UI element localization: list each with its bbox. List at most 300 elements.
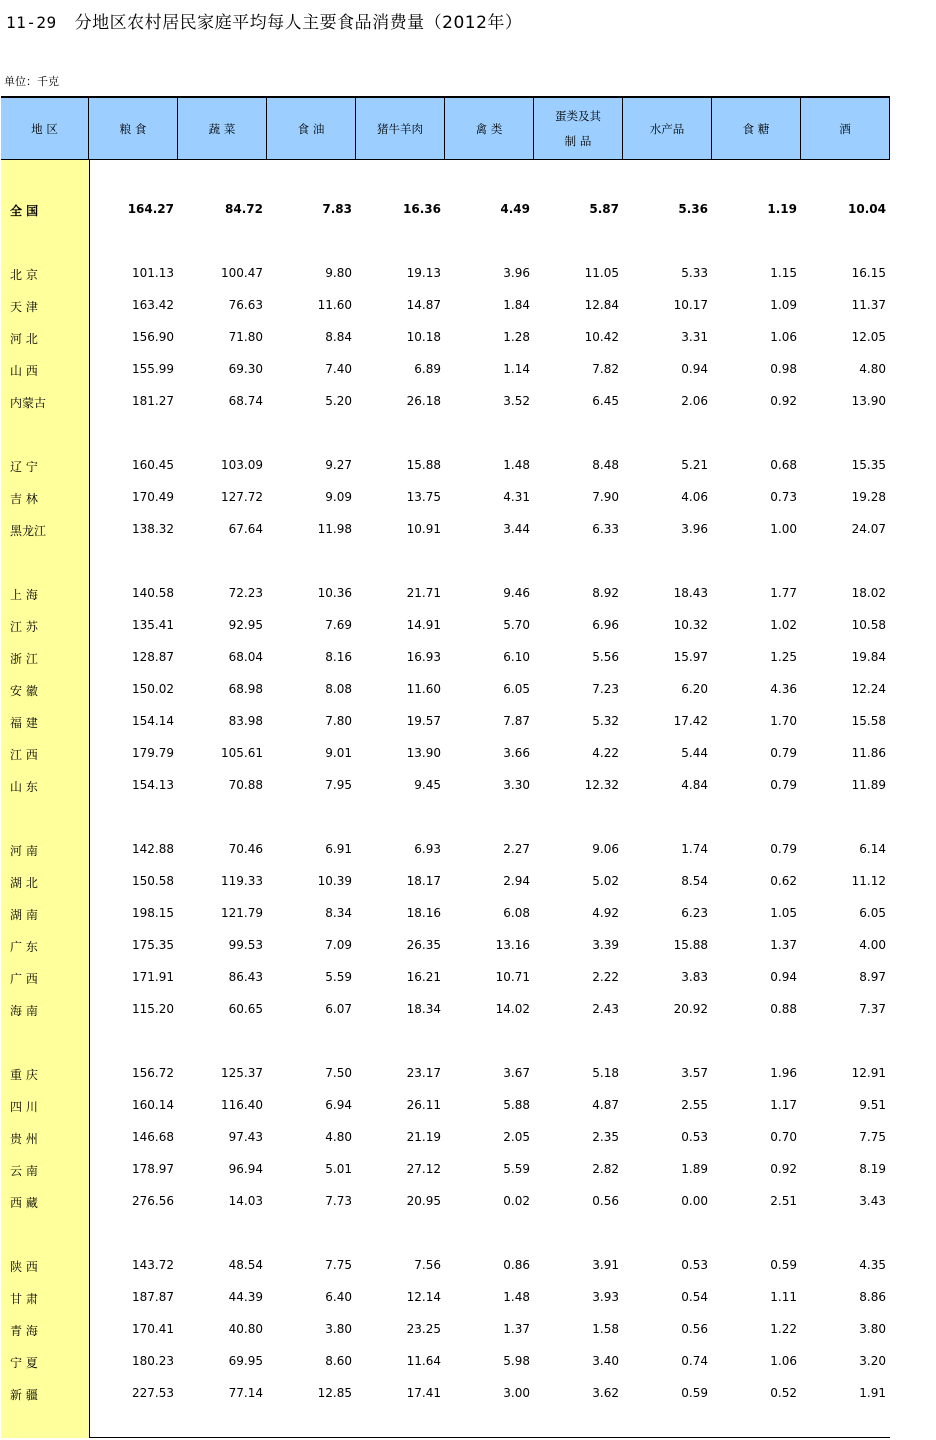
cell-egg: 12.84 — [584, 298, 619, 312]
region-name: 山 西 — [10, 364, 38, 378]
table-row — [0, 1064, 890, 1084]
cell-vegetable: 127.72 — [221, 490, 263, 504]
cell-poultry: 3.66 — [503, 746, 530, 760]
cell-aquatic: 0.94 — [681, 362, 708, 376]
cell-egg: 5.18 — [592, 1066, 619, 1080]
table-row — [0, 968, 890, 988]
region-name: 西 藏 — [10, 1196, 38, 1210]
cell-liquor: 1.91 — [859, 1386, 886, 1400]
cell-sugar: 1.09 — [770, 298, 797, 312]
table-row — [0, 1128, 890, 1148]
cell-liquor: 9.51 — [859, 1098, 886, 1112]
table-row — [0, 680, 890, 700]
header-region: 地 区 — [1, 98, 89, 160]
cell-oil: 6.91 — [325, 842, 352, 856]
cell-sugar: 0.94 — [770, 970, 797, 984]
cell-egg: 2.43 — [592, 1002, 619, 1016]
cell-poultry: 14.02 — [495, 1002, 530, 1016]
cell-grain: 181.27 — [132, 394, 174, 408]
cell-poultry: 6.08 — [503, 906, 530, 920]
cell-oil: 7.69 — [325, 618, 352, 632]
cell-meat: 20.95 — [406, 1194, 441, 1208]
cell-poultry: 0.02 — [503, 1194, 530, 1208]
cell-aquatic: 2.55 — [681, 1098, 708, 1112]
cell-aquatic: 3.83 — [681, 970, 708, 984]
cell-liquor: 3.20 — [859, 1354, 886, 1368]
cell-poultry: 1.28 — [503, 330, 530, 344]
cell-grain: 150.02 — [132, 682, 174, 696]
header-egg: 蛋类及其 制 品 — [534, 98, 623, 160]
cell-sugar: 0.92 — [770, 1162, 797, 1176]
table-title: 分地区农村居民家庭平均每人主要食品消费量（2012年） — [74, 13, 523, 33]
region-name: 山 东 — [10, 780, 38, 794]
cell-egg: 11.05 — [584, 266, 619, 280]
cell-vegetable: 44.39 — [228, 1290, 263, 1304]
cell-aquatic: 5.33 — [681, 266, 708, 280]
cell-sugar: 1.37 — [770, 938, 797, 952]
cell-sugar: 0.79 — [770, 746, 797, 760]
cell-grain: 179.79 — [132, 746, 174, 760]
cell-meat: 16.93 — [406, 650, 441, 664]
cell-oil: 9.27 — [325, 458, 352, 472]
cell-sugar: 1.25 — [770, 650, 797, 664]
cell-egg: 4.87 — [592, 1098, 619, 1112]
cell-liquor: 15.58 — [851, 714, 886, 728]
region-name: 甘 肃 — [10, 1292, 38, 1306]
cell-oil: 7.09 — [325, 938, 352, 952]
cell-liquor: 11.86 — [851, 746, 886, 760]
table-row — [0, 264, 890, 284]
cell-meat: 14.87 — [406, 298, 441, 312]
cell-poultry: 6.10 — [503, 650, 530, 664]
cell-oil: 7.40 — [325, 362, 352, 376]
table-row — [0, 872, 890, 892]
cell-aquatic: 6.20 — [681, 682, 708, 696]
cell-sugar: 0.62 — [770, 874, 797, 888]
region-name: 北 京 — [10, 268, 38, 282]
cell-vegetable: 14.03 — [228, 1194, 263, 1208]
cell-aquatic: 0.00 — [681, 1194, 708, 1208]
cell-oil: 6.07 — [325, 1002, 352, 1016]
cell-meat: 10.91 — [406, 522, 441, 536]
region-name: 全 国 — [10, 204, 39, 218]
header-oil: 食 油 — [267, 98, 356, 160]
region-name: 安 徽 — [10, 684, 38, 698]
cell-aquatic: 15.88 — [673, 938, 708, 952]
cell-grain: 135.41 — [132, 618, 174, 632]
cell-liquor: 13.90 — [851, 394, 886, 408]
cell-egg: 7.90 — [592, 490, 619, 504]
cell-poultry: 1.84 — [503, 298, 530, 312]
region-name: 辽 宁 — [10, 460, 38, 474]
table-row — [0, 520, 890, 540]
cell-aquatic: 15.97 — [673, 650, 708, 664]
cell-grain: 170.41 — [132, 1322, 174, 1336]
cell-liquor: 7.75 — [859, 1130, 886, 1144]
region-name: 海 南 — [10, 1004, 38, 1018]
cell-meat: 18.16 — [406, 906, 441, 920]
table-row — [0, 392, 890, 412]
cell-sugar: 1.19 — [767, 202, 797, 216]
region-name: 江 苏 — [10, 620, 38, 634]
cell-meat: 17.41 — [406, 1386, 441, 1400]
cell-vegetable: 70.88 — [228, 778, 263, 792]
table-row — [0, 1288, 890, 1308]
cell-oil: 6.94 — [325, 1098, 352, 1112]
cell-vegetable: 103.09 — [221, 458, 263, 472]
cell-oil: 8.16 — [325, 650, 352, 664]
header-liquor: 酒 — [801, 98, 890, 160]
cell-grain: 156.72 — [132, 1066, 174, 1080]
cell-liquor: 11.37 — [851, 298, 886, 312]
cell-vegetable: 83.98 — [228, 714, 263, 728]
region-name: 贵 州 — [10, 1132, 38, 1146]
region-column-background — [1, 160, 89, 1438]
cell-grain: 171.91 — [132, 970, 174, 984]
table-row — [0, 1096, 890, 1116]
table-row — [0, 1352, 890, 1372]
region-name: 福 建 — [10, 716, 38, 730]
cell-grain: 170.49 — [132, 490, 174, 504]
cell-aquatic: 0.53 — [681, 1130, 708, 1144]
cell-oil: 5.59 — [325, 970, 352, 984]
cell-oil: 3.80 — [325, 1322, 352, 1336]
cell-grain: 150.58 — [132, 874, 174, 888]
cell-egg: 4.22 — [592, 746, 619, 760]
header-meat: 猪牛羊肉 — [356, 98, 445, 160]
cell-egg: 2.82 — [592, 1162, 619, 1176]
cell-egg: 4.92 — [592, 906, 619, 920]
cell-oil: 7.73 — [325, 1194, 352, 1208]
cell-poultry: 1.48 — [503, 1290, 530, 1304]
cell-vegetable: 48.54 — [228, 1258, 263, 1272]
region-name: 广 西 — [10, 972, 38, 986]
cell-grain: 180.23 — [132, 1354, 174, 1368]
cell-vegetable: 71.80 — [228, 330, 263, 344]
cell-meat: 21.71 — [406, 586, 441, 600]
cell-oil: 7.95 — [325, 778, 352, 792]
cell-egg: 10.42 — [584, 330, 619, 344]
cell-egg: 7.82 — [592, 362, 619, 376]
region-name: 内蒙古 — [10, 396, 47, 410]
cell-egg: 9.06 — [592, 842, 619, 856]
region-name: 广 东 — [10, 940, 38, 954]
cell-aquatic: 1.89 — [681, 1162, 708, 1176]
cell-vegetable: 97.43 — [228, 1130, 263, 1144]
cell-poultry: 5.88 — [503, 1098, 530, 1112]
cell-poultry: 9.46 — [503, 586, 530, 600]
cell-egg: 7.23 — [592, 682, 619, 696]
cell-egg: 5.32 — [592, 714, 619, 728]
cell-vegetable: 116.40 — [221, 1098, 263, 1112]
cell-poultry: 2.94 — [503, 874, 530, 888]
page-title — [6, 8, 522, 33]
cell-poultry: 0.86 — [503, 1258, 530, 1272]
cell-oil: 9.01 — [325, 746, 352, 760]
cell-grain: 160.14 — [132, 1098, 174, 1112]
cell-vegetable: 67.64 — [228, 522, 263, 536]
cell-grain: 115.20 — [132, 1002, 174, 1016]
cell-poultry: 3.96 — [503, 266, 530, 280]
cell-sugar: 1.70 — [770, 714, 797, 728]
cell-vegetable: 105.61 — [221, 746, 263, 760]
cell-poultry: 3.44 — [503, 522, 530, 536]
cell-egg: 3.62 — [592, 1386, 619, 1400]
cell-sugar: 0.98 — [770, 362, 797, 376]
cell-aquatic: 3.31 — [681, 330, 708, 344]
cell-vegetable: 72.23 — [228, 586, 263, 600]
cell-meat: 21.19 — [406, 1130, 441, 1144]
cell-grain: 146.68 — [132, 1130, 174, 1144]
cell-egg: 0.56 — [592, 1194, 619, 1208]
cell-egg: 6.96 — [592, 618, 619, 632]
cell-meat: 23.25 — [406, 1322, 441, 1336]
cell-vegetable: 70.46 — [228, 842, 263, 856]
table-header — [1, 96, 890, 160]
cell-poultry: 5.59 — [503, 1162, 530, 1176]
cell-liquor: 19.84 — [851, 650, 886, 664]
table-row — [0, 1256, 890, 1276]
cell-meat: 18.34 — [406, 1002, 441, 1016]
header-aquatic: 水产品 — [623, 98, 712, 160]
cell-meat: 19.57 — [406, 714, 441, 728]
table-row — [0, 712, 890, 732]
cell-oil: 5.20 — [325, 394, 352, 408]
cell-oil: 4.80 — [325, 1130, 352, 1144]
cell-vegetable: 68.98 — [228, 682, 263, 696]
cell-sugar: 4.36 — [770, 682, 797, 696]
cell-vegetable: 86.43 — [228, 970, 263, 984]
cell-grain: 101.13 — [132, 266, 174, 280]
cell-sugar: 1.11 — [770, 1290, 797, 1304]
cell-egg: 3.39 — [592, 938, 619, 952]
region-name: 湖 南 — [10, 908, 38, 922]
table-number: 11-29 — [6, 13, 57, 32]
cell-meat: 12.14 — [406, 1290, 441, 1304]
cell-sugar: 1.06 — [770, 1354, 797, 1368]
cell-sugar: 2.51 — [770, 1194, 797, 1208]
region-name: 江 西 — [10, 748, 38, 762]
cell-grain: 128.87 — [132, 650, 174, 664]
cell-meat: 13.90 — [406, 746, 441, 760]
cell-vegetable: 68.74 — [228, 394, 263, 408]
cell-sugar: 1.96 — [770, 1066, 797, 1080]
cell-liquor: 8.19 — [859, 1162, 886, 1176]
cell-meat: 6.89 — [414, 362, 441, 376]
cell-meat: 16.36 — [403, 202, 441, 216]
region-name: 浙 江 — [10, 652, 38, 666]
cell-meat: 9.45 — [414, 778, 441, 792]
cell-oil: 7.50 — [325, 1066, 352, 1080]
cell-liquor: 6.14 — [859, 842, 886, 856]
cell-poultry: 4.49 — [500, 202, 530, 216]
cell-liquor: 12.91 — [851, 1066, 886, 1080]
cell-aquatic: 4.06 — [681, 490, 708, 504]
cell-oil: 9.09 — [325, 490, 352, 504]
region-name: 陕 西 — [10, 1260, 38, 1274]
cell-egg: 6.45 — [592, 394, 619, 408]
cell-aquatic: 8.54 — [681, 874, 708, 888]
cell-poultry: 2.05 — [503, 1130, 530, 1144]
cell-meat: 11.64 — [406, 1354, 441, 1368]
cell-poultry: 7.87 — [503, 714, 530, 728]
cell-aquatic: 1.74 — [681, 842, 708, 856]
table-row — [0, 456, 890, 476]
cell-sugar: 1.77 — [770, 586, 797, 600]
cell-liquor: 15.35 — [851, 458, 886, 472]
cell-oil: 10.36 — [317, 586, 352, 600]
cell-aquatic: 4.84 — [681, 778, 708, 792]
region-name: 湖 北 — [10, 876, 38, 890]
cell-vegetable: 76.63 — [228, 298, 263, 312]
cell-meat: 23.17 — [406, 1066, 441, 1080]
region-name: 宁 夏 — [10, 1356, 38, 1370]
header-sugar: 食 糖 — [712, 98, 801, 160]
cell-oil: 8.34 — [325, 906, 352, 920]
cell-sugar: 0.79 — [770, 778, 797, 792]
cell-poultry: 2.27 — [503, 842, 530, 856]
cell-vegetable: 69.30 — [228, 362, 263, 376]
cell-sugar: 1.06 — [770, 330, 797, 344]
cell-aquatic: 2.06 — [681, 394, 708, 408]
table-row — [0, 904, 890, 924]
cell-liquor: 8.86 — [859, 1290, 886, 1304]
cell-oil: 12.85 — [317, 1386, 352, 1400]
cell-poultry: 3.00 — [503, 1386, 530, 1400]
cell-vegetable: 69.95 — [228, 1354, 263, 1368]
cell-sugar: 1.17 — [770, 1098, 797, 1112]
cell-oil: 8.08 — [325, 682, 352, 696]
cell-grain: 175.35 — [132, 938, 174, 952]
table-row — [0, 648, 890, 668]
cell-vegetable: 77.14 — [228, 1386, 263, 1400]
cell-egg: 3.93 — [592, 1290, 619, 1304]
cell-oil: 7.75 — [325, 1258, 352, 1272]
cell-aquatic: 0.56 — [681, 1322, 708, 1336]
table-row — [0, 1000, 890, 1020]
cell-vegetable: 100.47 — [221, 266, 263, 280]
cell-meat: 26.11 — [406, 1098, 441, 1112]
cell-meat: 6.93 — [414, 842, 441, 856]
cell-aquatic: 0.59 — [681, 1386, 708, 1400]
header-grain: 粮 食 — [89, 98, 178, 160]
cell-liquor: 3.80 — [859, 1322, 886, 1336]
cell-meat: 14.91 — [406, 618, 441, 632]
cell-liquor: 4.80 — [859, 362, 886, 376]
table-bottom-border — [89, 1437, 890, 1438]
cell-sugar: 0.73 — [770, 490, 797, 504]
unit-label: 单位：千克 — [4, 75, 59, 88]
cell-poultry: 10.71 — [495, 970, 530, 984]
cell-meat: 26.18 — [406, 394, 441, 408]
cell-aquatic: 0.53 — [681, 1258, 708, 1272]
cell-sugar: 0.52 — [770, 1386, 797, 1400]
cell-grain: 154.13 — [132, 778, 174, 792]
cell-meat: 26.35 — [406, 938, 441, 952]
table-row — [0, 744, 890, 764]
cell-meat: 7.56 — [414, 1258, 441, 1272]
cell-poultry: 1.37 — [503, 1322, 530, 1336]
cell-vegetable: 68.04 — [228, 650, 263, 664]
cell-vegetable: 92.95 — [228, 618, 263, 632]
cell-grain: 163.42 — [132, 298, 174, 312]
cell-oil: 8.84 — [325, 330, 352, 344]
table-row — [0, 328, 890, 348]
cell-sugar: 0.59 — [770, 1258, 797, 1272]
cell-vegetable: 119.33 — [221, 874, 263, 888]
cell-liquor: 7.37 — [859, 1002, 886, 1016]
table-row — [0, 1384, 890, 1404]
cell-aquatic: 6.23 — [681, 906, 708, 920]
cell-egg: 3.40 — [592, 1354, 619, 1368]
cell-grain: 138.32 — [132, 522, 174, 536]
cell-sugar: 1.02 — [770, 618, 797, 632]
cell-grain: 178.97 — [132, 1162, 174, 1176]
cell-oil: 8.60 — [325, 1354, 352, 1368]
cell-egg: 6.33 — [592, 522, 619, 536]
cell-meat: 15.88 — [406, 458, 441, 472]
cell-egg: 3.91 — [592, 1258, 619, 1272]
header-poultry: 禽 类 — [445, 98, 534, 160]
cell-oil: 5.01 — [325, 1162, 352, 1176]
cell-poultry: 4.31 — [503, 490, 530, 504]
cell-sugar: 0.79 — [770, 842, 797, 856]
cell-aquatic: 5.44 — [681, 746, 708, 760]
table-row — [0, 200, 890, 220]
region-name: 青 海 — [10, 1324, 38, 1338]
cell-liquor: 11.89 — [851, 778, 886, 792]
cell-egg: 12.32 — [584, 778, 619, 792]
table-row — [0, 776, 890, 796]
cell-meat: 16.21 — [406, 970, 441, 984]
table-row — [0, 1160, 890, 1180]
table-row — [0, 1192, 890, 1212]
cell-aquatic: 10.17 — [673, 298, 708, 312]
header-vegetable: 蔬 菜 — [178, 98, 267, 160]
cell-liquor: 10.04 — [848, 202, 886, 216]
cell-aquatic: 5.21 — [681, 458, 708, 472]
cell-poultry: 1.48 — [503, 458, 530, 472]
cell-aquatic: 10.32 — [673, 618, 708, 632]
cell-sugar: 0.92 — [770, 394, 797, 408]
cell-aquatic: 18.43 — [673, 586, 708, 600]
cell-liquor: 12.05 — [851, 330, 886, 344]
table-row — [0, 488, 890, 508]
cell-liquor: 3.43 — [859, 1194, 886, 1208]
cell-aquatic: 20.92 — [673, 1002, 708, 1016]
cell-liquor: 4.35 — [859, 1258, 886, 1272]
cell-vegetable: 60.65 — [228, 1002, 263, 1016]
cell-liquor: 6.05 — [859, 906, 886, 920]
cell-poultry: 6.05 — [503, 682, 530, 696]
cell-liquor: 16.15 — [851, 266, 886, 280]
table-row — [0, 840, 890, 860]
cell-aquatic: 3.57 — [681, 1066, 708, 1080]
cell-oil: 11.60 — [317, 298, 352, 312]
cell-liquor: 4.00 — [859, 938, 886, 952]
cell-vegetable: 121.79 — [221, 906, 263, 920]
cell-liquor: 19.28 — [851, 490, 886, 504]
cell-grain: 140.58 — [132, 586, 174, 600]
cell-liquor: 8.97 — [859, 970, 886, 984]
cell-meat: 11.60 — [406, 682, 441, 696]
cell-poultry: 3.52 — [503, 394, 530, 408]
cell-poultry: 5.98 — [503, 1354, 530, 1368]
cell-sugar: 1.05 — [770, 906, 797, 920]
cell-grain: 198.15 — [132, 906, 174, 920]
cell-egg: 8.92 — [592, 586, 619, 600]
cell-poultry: 5.70 — [503, 618, 530, 632]
